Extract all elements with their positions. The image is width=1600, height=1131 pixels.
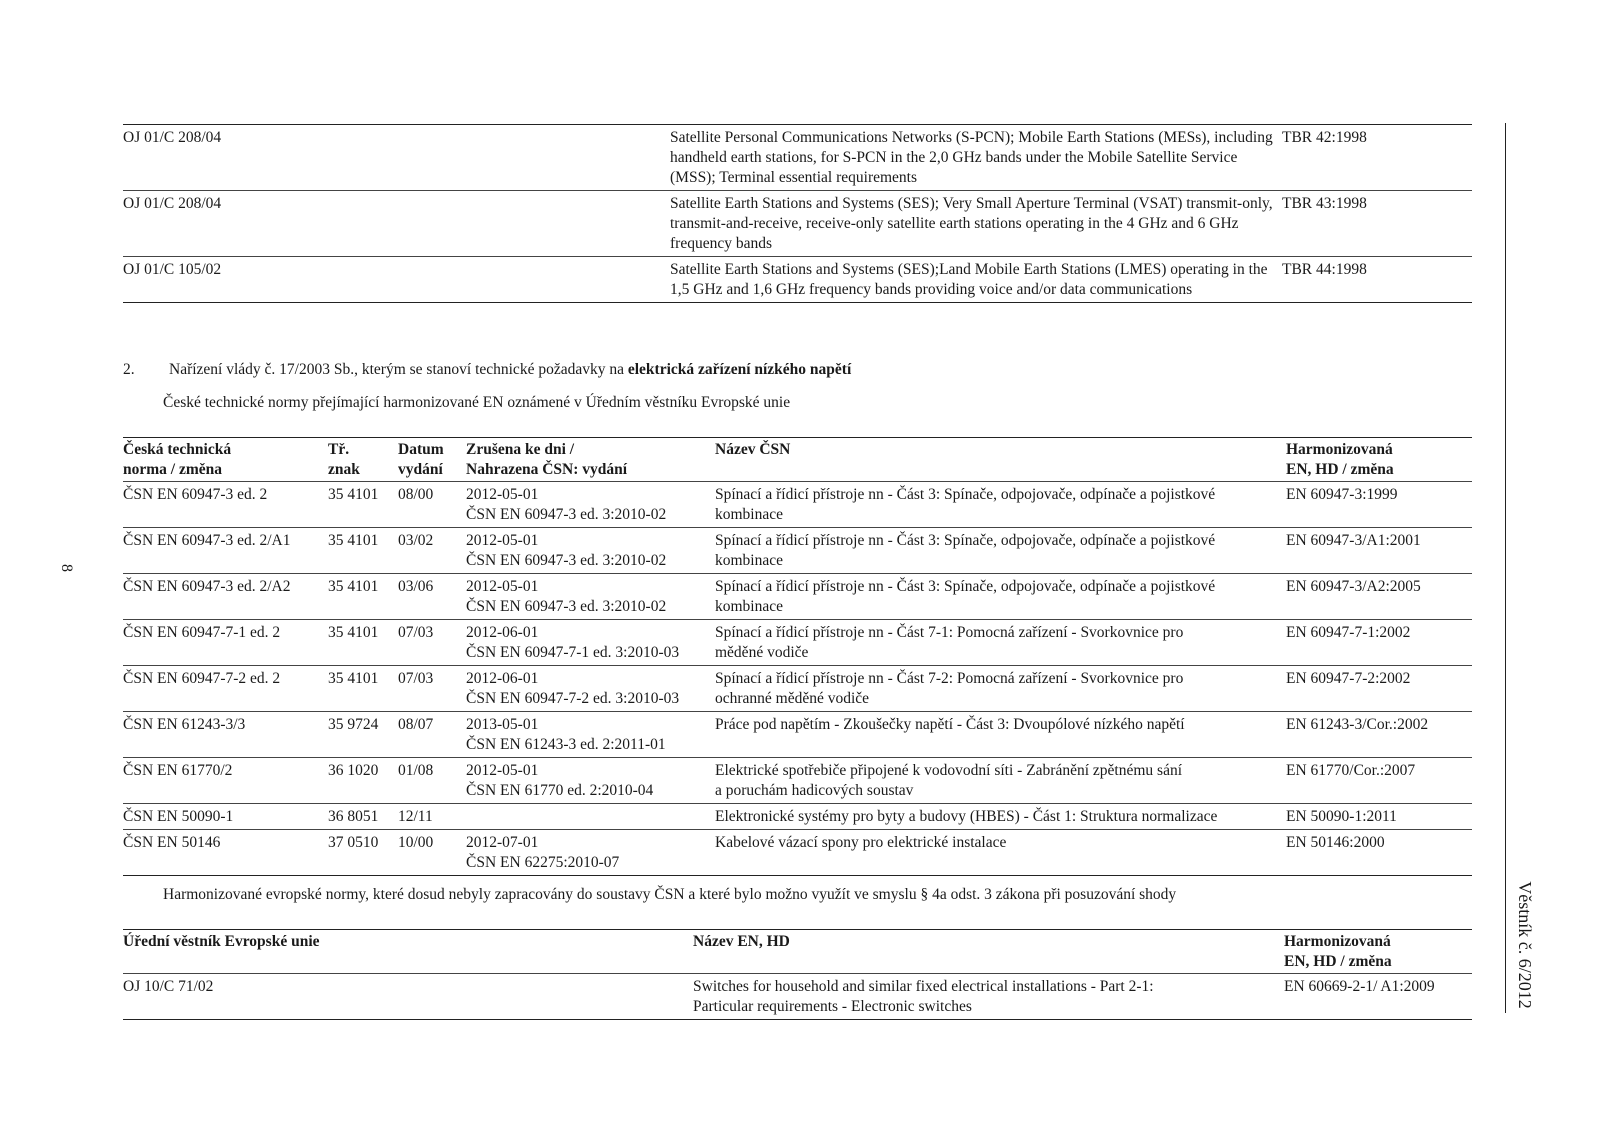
table-row	[123, 482, 1472, 528]
header-norm: Česká technická norma / změna	[123, 438, 328, 482]
csn-name: Spínací a řídicí přístroje nn - Část 3: Spínače, odpojovače, odpínače a pojistkové kombinace	[715, 486, 1216, 523]
tbr-reference: TBR 43:1998	[1282, 191, 1472, 257]
en-name: Switches for household and similar fixed electrical installations - Part 2-1: Particular requirements - Electronic switches	[693, 978, 1154, 1015]
csn-table	[123, 437, 1472, 876]
standard-title: Satellite Earth Stations and Systems (SES);Land Mobile Earth Stations (LMES) operating in the 1,5 GHz and 1,6 GHz frequency bands providing voice and/or data communications	[670, 257, 1282, 303]
harmonized-en: EN 60947-7-2:2002	[1286, 666, 1472, 712]
section-number: 2.	[123, 361, 135, 378]
class-code: 35 4101	[328, 620, 398, 666]
table-row	[123, 712, 1472, 758]
harmonized-en: EN 60947-3:1999	[1286, 486, 1398, 503]
harmonized-en: EN 60947-7-1:2002	[1286, 620, 1472, 666]
header-oj: Úřední věstník Evropské unie	[123, 930, 693, 974]
header-harm: Harmonizovaná EN, HD / změna	[1284, 930, 1472, 974]
csn-norm: ČSN EN 60947-3 ed. 2/A1	[123, 528, 328, 574]
cancellation	[466, 804, 715, 830]
csn-intro: České technické normy přejímající harmonizované EN oznámené v Úředním věstníku Evropské unie	[163, 394, 791, 411]
issue-date: 10/00	[398, 830, 466, 876]
harmonized-en: EN 60669-2-1/ A1:2009	[1284, 978, 1435, 995]
csn-name: Spínací a řídicí přístroje nn - Část 3: Spínače, odpojovače, odpínače a pojistkové kombinace	[715, 528, 1286, 574]
issue-date: 07/03	[398, 620, 466, 666]
table-row	[123, 191, 1472, 257]
standard-title: Satellite Earth Stations and Systems (SES); Very Small Aperture Terminal (VSAT) transmit-only, transmit-and-receive, receive-only satellite earth stations operating in the 4 GHz and 6 GHz frequency bands	[670, 191, 1282, 257]
csn-norm: ČSN EN 60947-3 ed. 2	[123, 486, 268, 503]
journal-title-wrapper	[1505, 875, 1545, 1015]
cancellation: 2012-05-01 ČSN EN 60947-3 ed. 3:2010-02	[466, 574, 715, 620]
csn-norm: ČSN EN 50146	[123, 830, 328, 876]
harmonized-en: EN 50090-1:2011	[1286, 804, 1472, 830]
class-code: 35 9724	[328, 712, 398, 758]
header-cancel: Zrušena ke dni / Nahrazena ČSN: vydání	[466, 438, 715, 482]
harmonized-en: EN 61243-3/Cor.:2002	[1286, 712, 1472, 758]
class-code: 35 4101	[328, 486, 379, 503]
issue-date: 07/03	[398, 666, 466, 712]
csn-name: Spínací a řídicí přístroje nn - Část 7-2: Pomocná zařízení - Svorkovnice pro ochranné měděné vodiče	[715, 666, 1286, 712]
csn-norm: ČSN EN 61243-3/3	[123, 712, 328, 758]
table-row	[123, 830, 1472, 876]
cancellation: 2012-06-01 ČSN EN 60947-7-1 ed. 3:2010-03	[466, 620, 715, 666]
oj-reference: OJ 01/C 208/04	[123, 129, 222, 146]
cancellation: 2012-07-01 ČSN EN 62275:2010-07	[466, 830, 715, 876]
csn-name: Elektronické systémy pro byty a budovy (HBES) - Část 1: Struktura normalizace	[715, 804, 1286, 830]
harmonized-en: EN 61770/Cor.:2007	[1286, 758, 1472, 804]
cancellation: 2012-05-01 ČSN EN 60947-3 ed. 3:2010-02	[466, 528, 715, 574]
csn-name: Práce pod napětím - Zkoušečky napětí - Část 3: Dvoupólové nízkého napětí	[715, 712, 1286, 758]
oj-reference: OJ 01/C 208/04	[123, 191, 670, 257]
issue-date: 01/08	[398, 758, 466, 804]
csn-norm: ČSN EN 61770/2	[123, 758, 328, 804]
csn-norm: ČSN EN 50090-1	[123, 804, 328, 830]
table-row	[123, 974, 1472, 1020]
section-text: Nařízení vlády č. 17/2003 Sb., kterým se stanoví technické požadavky na	[169, 361, 628, 378]
csn-norm: ČSN EN 60947-7-2 ed. 2	[123, 666, 328, 712]
csn-name: Elektrické spotřebiče připojené k vodovodní síti - Zabránění zpětnému sání a poruchám hadicových soustav	[715, 758, 1286, 804]
oj-reference: OJ 10/C 71/02	[123, 978, 214, 995]
csn-norm: ČSN EN 60947-3 ed. 2/A2	[123, 574, 328, 620]
class-code: 35 4101	[328, 574, 398, 620]
table-header-row	[123, 438, 1472, 482]
table-row	[123, 804, 1472, 830]
eu-table	[123, 929, 1472, 1020]
cancellation: 2012-05-01 ČSN EN 61770 ed. 2:2010-04	[466, 758, 715, 804]
class-code: 35 4101	[328, 528, 398, 574]
issue-date: 12/11	[398, 804, 466, 830]
table-row	[123, 574, 1472, 620]
issue-date: 08/07	[398, 712, 466, 758]
cancellation: 2012-05-01 ČSN EN 60947-3 ed. 3:2010-02	[466, 486, 667, 523]
header-class: Tř. znak	[328, 438, 398, 482]
cancellation: 2012-06-01 ČSN EN 60947-7-2 ed. 3:2010-03	[466, 666, 715, 712]
csn-name: Kabelové vázací spony pro elektrické instalace	[715, 830, 1286, 876]
class-code: 36 8051	[328, 804, 398, 830]
issue-date: 08/00	[398, 486, 434, 503]
cancellation: 2013-05-01 ČSN EN 61243-3 ed. 2:2011-01	[466, 712, 715, 758]
section-heading	[123, 360, 851, 380]
class-code: 35 4101	[328, 666, 398, 712]
harmonized-en: EN 60947-3/A2:2005	[1286, 574, 1472, 620]
table-row	[123, 666, 1472, 712]
header-harm: Harmonizovaná EN, HD / změna	[1286, 438, 1472, 482]
eu-intro: Harmonizované evropské normy, které dosud nebyly zapracovány do soustavy ČSN a které bylo možno využít ve smyslu § 4a odst. 3 zákona při posuzování shody	[163, 886, 1177, 903]
table-row	[123, 758, 1472, 804]
csn-name: Spínací a řídicí přístroje nn - Část 3: Spínače, odpojovače, odpínače a pojistkové kombinace	[715, 574, 1286, 620]
journal-title: Věstník č. 6/2012	[1515, 881, 1535, 1009]
class-code: 36 1020	[328, 758, 398, 804]
table-row	[123, 528, 1472, 574]
table-header-row	[123, 930, 1472, 974]
issue-date: 03/06	[398, 574, 466, 620]
tbr-reference: TBR 42:1998	[1282, 129, 1367, 146]
table-row	[123, 620, 1472, 666]
table-row	[123, 125, 1472, 191]
csn-name: Spínací a řídicí přístroje nn - Část 7-1: Pomocná zařízení - Svorkovnice pro měděné vodiče	[715, 620, 1286, 666]
oj-reference: OJ 01/C 105/02	[123, 257, 670, 303]
header-en-name: Název EN, HD	[693, 930, 1284, 974]
header-name: Název ČSN	[715, 438, 1286, 482]
harmonized-en: EN 60947-3/A1:2001	[1286, 528, 1472, 574]
issue-date: 03/02	[398, 528, 466, 574]
standard-title: Satellite Personal Communications Networks (S-PCN); Mobile Earth Stations (MESs), including handheld earth stations, for S-PCN in the 2,0 GHz bands under the Mobile Satellite Service (MSS); Terminal essential requirements	[670, 129, 1273, 186]
harmonized-en: EN 50146:2000	[1286, 830, 1472, 876]
header-date: Datum vydání	[398, 438, 466, 482]
tbr-table	[123, 124, 1472, 303]
class-code: 37 0510	[328, 830, 398, 876]
page-number: 8	[58, 564, 75, 572]
section-text-bold: elektrická zařízení nízkého napětí	[627, 361, 852, 378]
table-row	[123, 257, 1472, 303]
tbr-reference: TBR 44:1998	[1282, 257, 1472, 303]
csn-norm: ČSN EN 60947-7-1 ed. 2	[123, 620, 328, 666]
